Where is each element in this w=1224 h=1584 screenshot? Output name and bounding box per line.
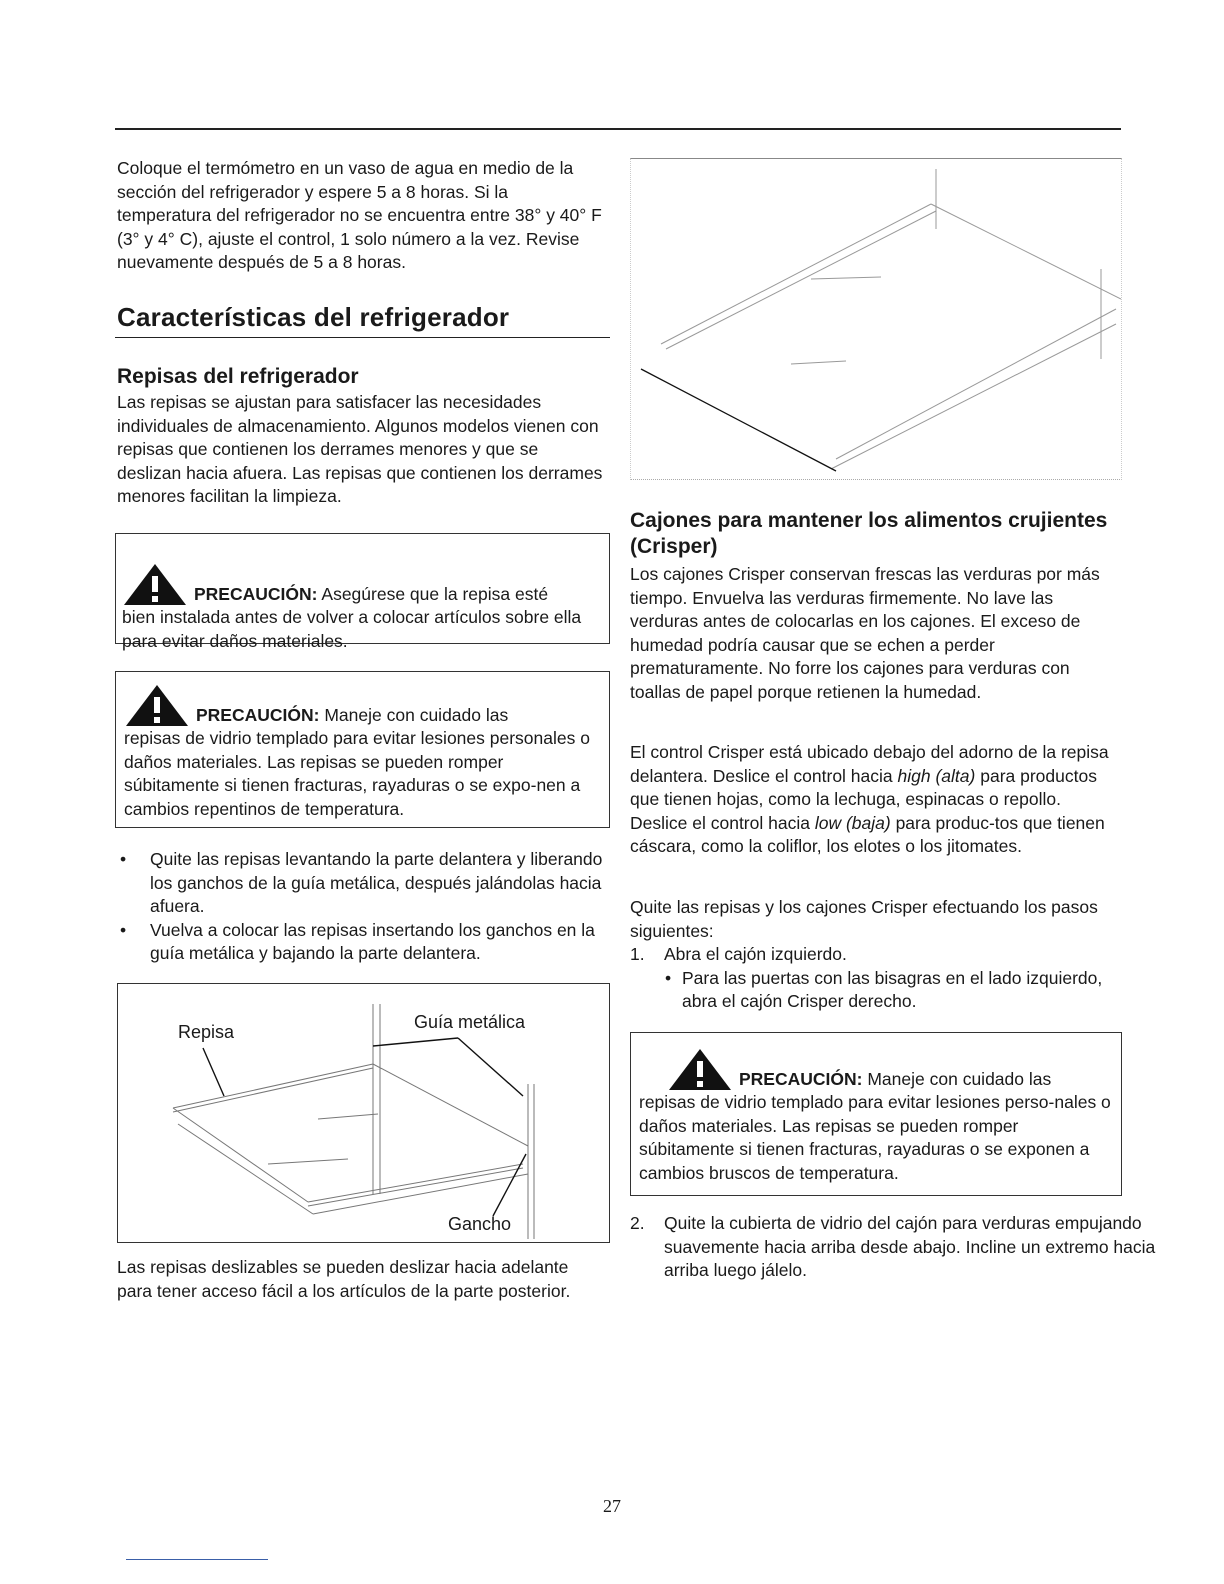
section-title-rule <box>115 337 610 338</box>
shelf-illustration <box>118 984 608 1241</box>
label-rail: Guía metálica <box>414 1012 526 1032</box>
caution-text-inline: Maneje con cuidado las <box>324 704 509 725</box>
crisper-control-paragraph <box>630 741 1122 859</box>
step-1 <box>630 943 1122 967</box>
control-low: low (baja) <box>814 812 891 833</box>
caution-title: PRECAUCIÓN: <box>196 704 320 725</box>
caution-title: PRECAUCIÓN: <box>194 583 318 604</box>
control-high: high (alta) <box>897 765 976 786</box>
caution-text: bien instalada antes de volver a colocar artículos sobre ella para evitar daños materiales. <box>122 607 582 651</box>
crisper-paragraph: Los cajones Crisper conservan frescas las verduras por más tiempo. Envuelva las verduras firmemente. No lave las verduras antes de colocarlas en los cajones. El exceso de humedad podría causar que se echen a perder prematuramente. No forre los cajones para verduras con toallas de papel porque retienen la humedad. <box>630 564 1100 702</box>
footer-line <box>126 1559 268 1560</box>
caution-text: repisas de vidrio templado para evitar lesiones perso-nales o daños materiales. Las repisas se pueden romper súbitamente si tienen fracturas, rayaduras o se exponen a cambios bruscos de temperatura. <box>639 1092 1111 1183</box>
warning-triangle-icon <box>122 562 188 606</box>
warning-triangle-icon <box>667 1047 733 1091</box>
control-text-b: para productos que tienen hojas, como la lechuga, espinacas o repollo. Deslice el control hacia <box>630 765 1097 833</box>
control-text-c: para produc-tos que tienen cáscara, como la coliflor, los elotes o los jitomates. <box>630 812 1105 856</box>
caution-text-inline: Asegúrese que la repisa esté <box>321 583 549 604</box>
label-hook: Gancho <box>448 1214 512 1234</box>
crisper-shelf-illustration <box>631 159 1121 479</box>
step-text: Quite la cubierta de vidrio del cajón para verduras empujando suavemente hacia arriba desde abajo. Incline un extremo hacia arriba luego jálelo. <box>664 1213 1156 1280</box>
removal-steps <box>630 896 1122 1014</box>
caution-text: repisas de vidrio templado para evitar lesiones personales o daños materiales. Las repisas se pueden romper súbitamente si tienen fracturas, rayaduras o se expo-nen a cambios repentinos de temperatura. <box>124 728 590 819</box>
label-shelf: Repisa <box>178 1022 235 1042</box>
caution-box-3 <box>630 1032 1122 1196</box>
step-number: 2. <box>630 1213 645 1233</box>
shelves-paragraph: Las repisas se ajustan para satisfacer las necesidades individuales de almacenamiento. Algunos modelos vienen con repisas que contienen los derrames menores y que se deslizan hacia afuera. Las repisas que contienen los derrames menores facilitan la limpieza. <box>117 392 603 506</box>
section-title: Características del refrigerador <box>117 302 510 332</box>
list-item: • Quite las repisas levantando la parte delantera y liberando los ganchos de la guía metálica, después jalándolas hacia afuera. <box>117 848 607 919</box>
removal-intro: Quite las repisas y los cajones Crisper efectuando los pasos siguientes: <box>630 897 1098 941</box>
step-text: Abra el cajón izquierdo. <box>664 944 847 964</box>
control-text-a: El control Crisper está ubicado debajo del adorno de la repisa delantera. Deslice el control hacia <box>630 742 1109 786</box>
step-number: 1. <box>630 944 645 964</box>
caution-text-inline: Maneje con cuidado las <box>867 1068 1052 1089</box>
step-1-sub: • Para las puertas con las bisagras en el lado izquierdo, abra el cajón Crisper derecho. <box>630 967 1122 1014</box>
top-rule <box>115 128 1121 130</box>
caution-box-1 <box>115 533 610 651</box>
crisper-title: Cajones para mantener los alimentos crujientes (Crisper) <box>630 509 1108 558</box>
caution-box-2 <box>115 671 610 828</box>
intro-paragraph: Coloque el termómetro en un vaso de agua en medio de la sección del refrigerador y espere 5 a 8 horas. Si la temperatura del refrigerador no se encuentra entre 38° y 40° F (3° y 4° C), ajuste el control, 1 solo número a la vez. Revise nuevamente después de 5 a 8 horas. <box>117 158 602 272</box>
shelf-bullet-list <box>117 848 607 966</box>
step-2 <box>630 1212 1156 1283</box>
warning-triangle-icon <box>124 683 190 727</box>
page-number: 27 <box>603 1496 621 1516</box>
crisper-figure <box>630 158 1122 480</box>
sliding-shelves-paragraph: Las repisas deslizables se pueden deslizar hacia adelante para tener acceso fácil a los artículos de la parte posterior. <box>117 1257 571 1301</box>
shelf-figure <box>117 983 610 1243</box>
list-item: • Vuelva a colocar las repisas insertando los ganchos en la guía metálica y bajando la parte delantera. <box>117 919 607 966</box>
subsection-title: Repisas del refrigerador <box>117 365 359 388</box>
caution-title: PRECAUCIÓN: <box>739 1068 863 1089</box>
